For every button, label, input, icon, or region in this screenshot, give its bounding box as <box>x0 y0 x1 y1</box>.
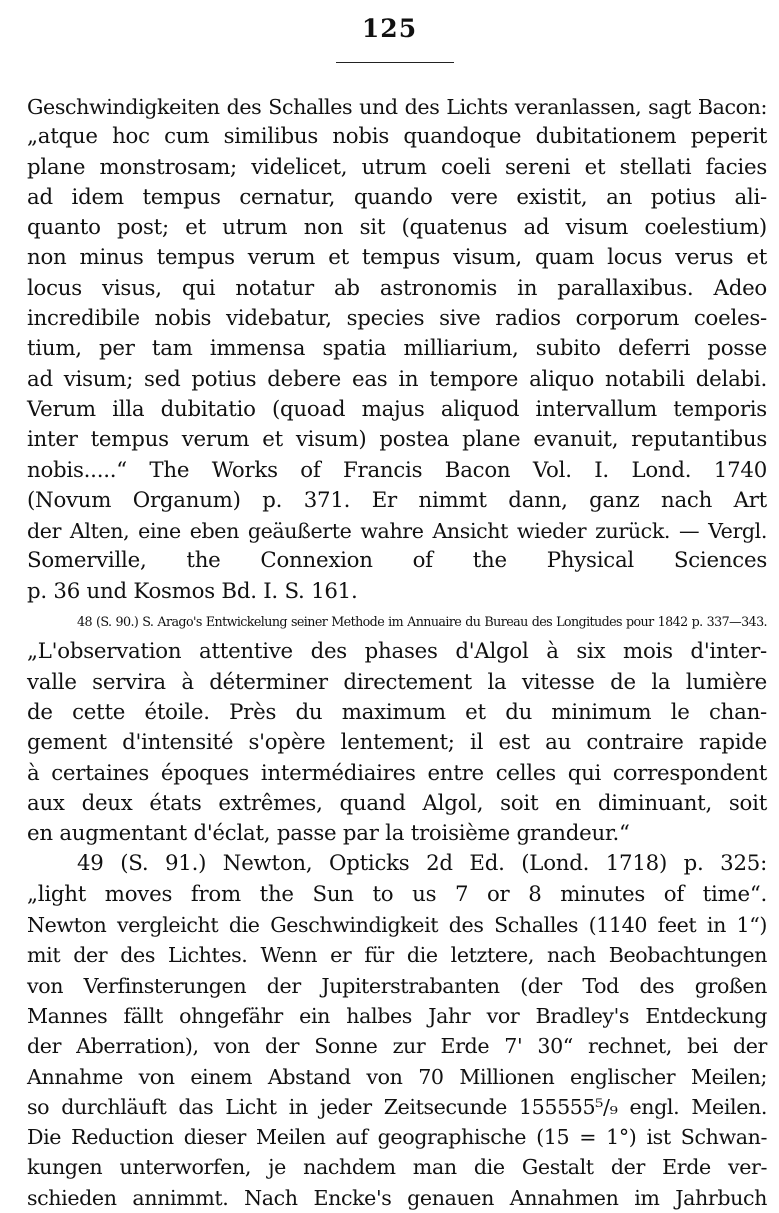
text-line: non minus tempus verum et tempus visum, quam locus verus et <box>27 245 767 271</box>
text-line: tium, per tam immensa spatia milliarium, subito deferri posse <box>27 336 767 362</box>
text-line: valle servira à déterminer directement la vitesse de la lumière <box>27 669 767 695</box>
text-line: Mannes fällt ohngefähr ein halbes Jahr vor Bradley's Entdeckung <box>27 1003 767 1028</box>
text-line: der Alten, eine eben geäußerte wahre Ansicht wieder zurück. — Vergl. <box>27 519 767 544</box>
text-line: „L'observation attentive des phases d'Algol à six mois d'inter- <box>27 639 767 665</box>
text-line: Annahme von einem Abstand von 70 Millionen englischer Meilen; <box>27 1064 767 1089</box>
text-line: p. 36 und Kosmos Bd. I. S. 161. <box>27 578 358 604</box>
text-line: plane monstrosam; videlicet, utrum coeli sereni et stellati facies <box>27 154 767 180</box>
text-line: „atque hoc cum similibus nobis quandoque dubitationem peperit <box>27 124 767 150</box>
text-line: Geschwindigkeiten des Schalles und des Lichts veranlassen, sagt Bacon: <box>27 95 767 119</box>
text-line: nobis.....“ The Works of Francis Bacon Vol. I. Lond. 1740 <box>27 457 767 483</box>
text-line: so durchläuft das Licht in jeder Zeitsecunde 155555⁵/₉ engl. Meilen. <box>27 1094 767 1119</box>
text-line: der Aberration), von der Sonne zur Erde 7' 30“ rechnet, bei der <box>27 1034 767 1059</box>
text-line: quanto post; et utrum non sit (quatenus ad visum coelestium) <box>27 215 767 241</box>
text-line: Verum illa dubitatio (quoad majus aliquod intervallum temporis <box>27 396 767 422</box>
text-line: von Verfinsterungen der Jupiterstrabanten (der Tod des großen <box>27 973 767 998</box>
text-line: mit der des Lichtes. Wenn er für die letztere, nach Beobachtungen <box>27 943 767 968</box>
text-line: inter tempus verum et visum) postea plane evanuit, reputantibus <box>27 427 767 453</box>
header-rule <box>336 62 454 63</box>
text-line: aux deux états extrêmes, quand Algol, soit en diminuant, soit <box>27 790 767 816</box>
page-number: 125 <box>361 14 418 43</box>
text-line: „light moves from the Sun to us 7 or 8 minutes of time“. <box>27 881 767 907</box>
footnote-49-line: 49 (S. 91.) Newton, Opticks 2d Ed. (Lond. 1718) p. 325: <box>77 851 767 877</box>
text-line: en augmentant d'éclat, passe par la troisième grandeur.“ <box>27 821 630 847</box>
text-line: Die Reduction dieser Meilen auf geographische (15 = 1°) ist Schwan- <box>27 1125 767 1150</box>
text-line: Newton vergleicht die Geschwindigkeit des Schalles (1140 feet in 1“) <box>27 913 767 938</box>
text-line: schieden annimmt. Nach Encke's genauen Annahmen im Jahrbuch <box>27 1185 767 1210</box>
text-line: à certaines époques intermédiaires entre celles qui correspondent <box>27 760 767 786</box>
text-line: kungen unterworfen, je nachdem man die Gestalt der Erde ver- <box>27 1155 767 1180</box>
text-line: (Novum Organum) p. 371. Er nimmt dann, ganz nach Art <box>27 487 767 513</box>
text-line: incredibile nobis videbatur, species sive radios corporum coeles- <box>27 306 767 332</box>
text-line: de cette étoile. Près du maximum et du minimum le chan- <box>27 699 767 725</box>
text-line: ad idem tempus cernatur, quando vere existit, an potius ali- <box>27 184 767 210</box>
text-line: Somerville, the Connexion of the Physical Sciences <box>27 548 767 574</box>
text-line: gement d'intensité s'opère lentement; il est au contraire rapide <box>27 730 767 756</box>
footnote-48-line: 48 (S. 90.) S. Arago's Entwickelung seiner Methode im Annuaire du Bureau des Longitudes pour 1842 p. 337—343. <box>77 614 767 630</box>
text-line: locus visus, qui notatur ab astronomis in parallaxibus. Adeo <box>27 275 767 301</box>
text-line: ad visum; sed potius debere eas in tempore aliquo notabili delabi. <box>27 366 767 392</box>
body-text <box>27 92 767 1213</box>
